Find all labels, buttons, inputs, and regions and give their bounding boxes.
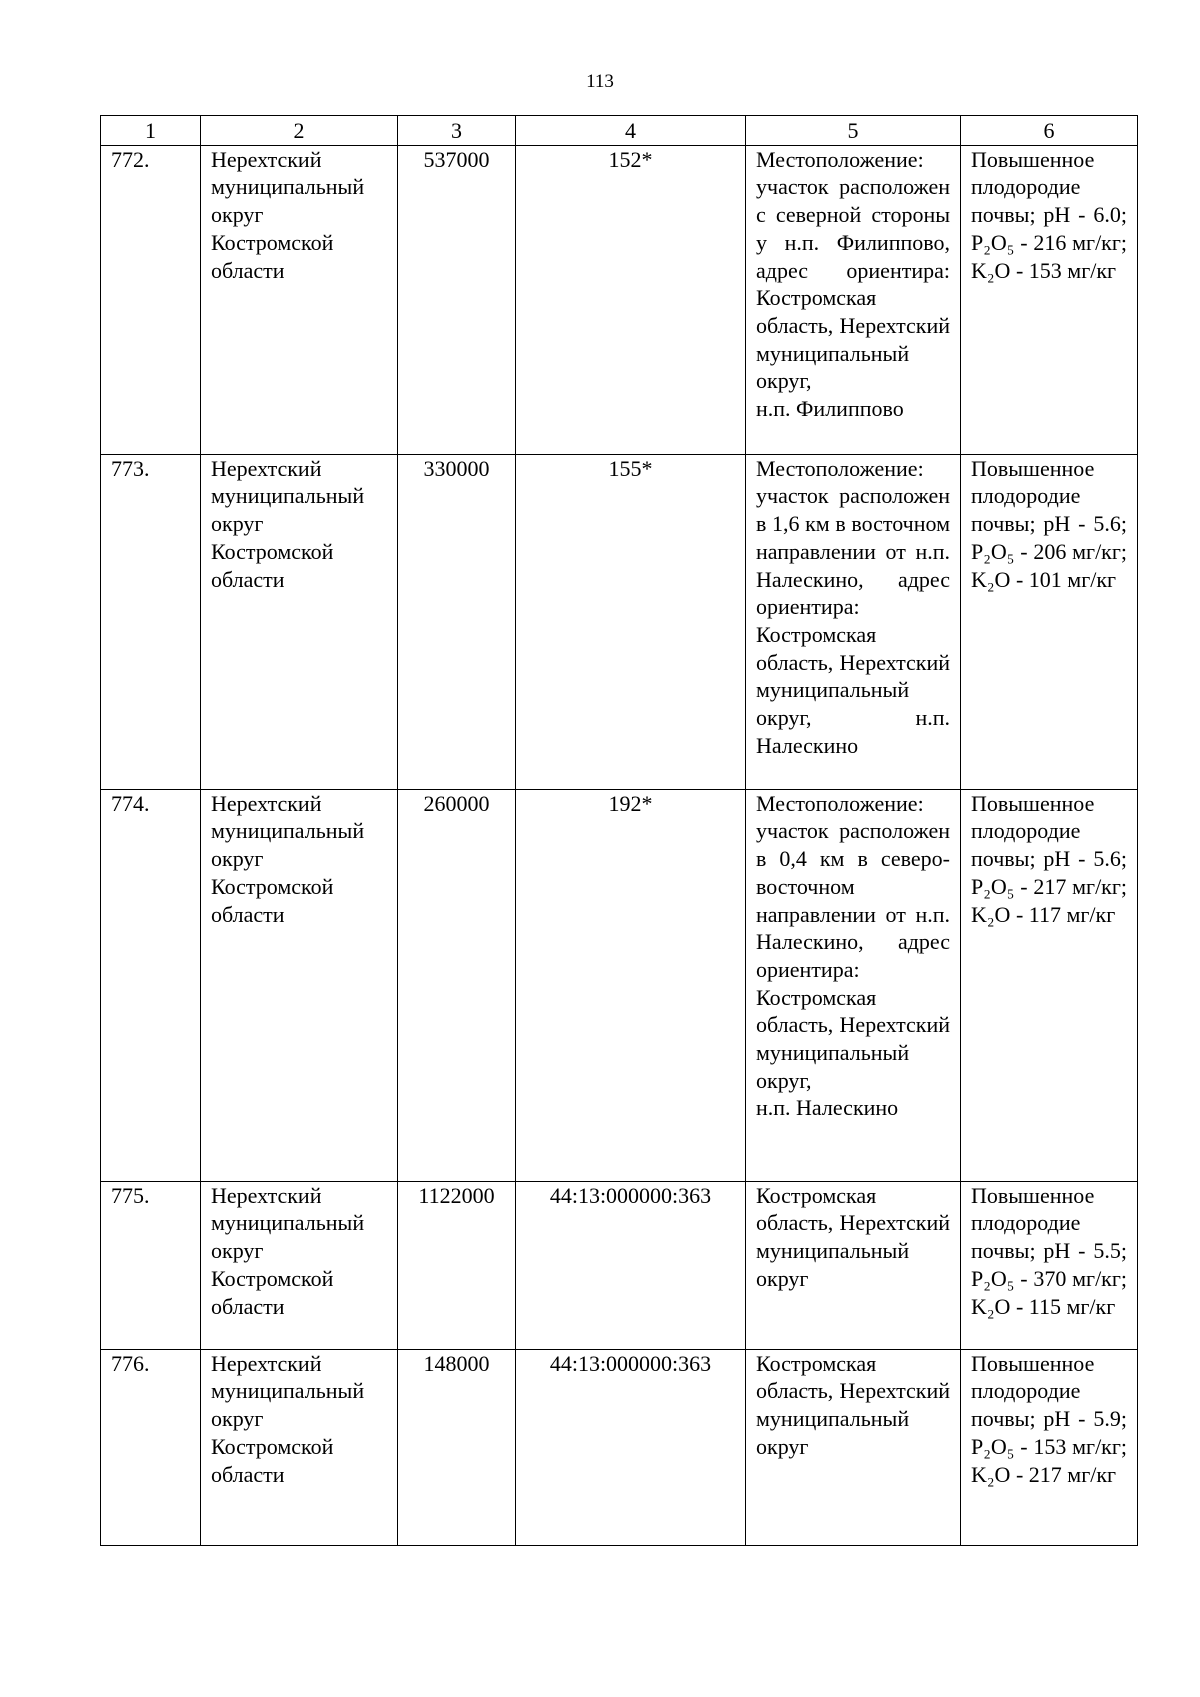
municipality-cell: Нерехтский муниципальный округ Костромской области [201, 145, 398, 454]
column-header-6: 6 [961, 116, 1138, 146]
area-cell: 148000 [398, 1349, 516, 1545]
municipality-cell: Нерехтский муниципальный округ Костромской области [201, 454, 398, 789]
table-row [101, 1181, 1138, 1349]
cadastral-number-cell: 44:13:000000:363 [516, 1181, 746, 1349]
soil-fertility-cell: Повышенное плодородие почвы; pH - 5.6; P₂O₅ - 217 мг/кг; K₂O - 117 мг/кг [961, 789, 1138, 1181]
soil-fertility-cell: Повышенное плодородие почвы; pH - 6.0; P₂O₅ - 216 мг/кг; K₂O - 153 мг/кг [961, 145, 1138, 454]
soil-fertility-cell: Повышенное плодородие почвы; pH - 5.5; P₂O₅ - 370 мг/кг; K₂O - 115 мг/кг [961, 1181, 1138, 1349]
row-number-cell: 774. [101, 789, 201, 1181]
area-cell: 1122000 [398, 1181, 516, 1349]
table-row [101, 1349, 1138, 1545]
column-header-5: 5 [746, 116, 961, 146]
location-cell: Местоположение: участок расположен в 0,4 км в северо-восточном направлении от н.п. Налескино, адрес ориентира: Костромская область, Нерехтский муниципальный округ, н.п. Налескино [746, 789, 961, 1181]
location-cell: Костромская область, Нерехтский муниципальный округ [746, 1349, 961, 1545]
cadastral-number-cell: 155* [516, 454, 746, 789]
municipality-cell: Нерехтский муниципальный округ Костромской области [201, 1181, 398, 1349]
table-row [101, 454, 1138, 789]
municipality-cell: Нерехтский муниципальный округ Костромской области [201, 1349, 398, 1545]
table-row [101, 789, 1138, 1181]
column-header-2: 2 [201, 116, 398, 146]
location-cell: Костромская область, Нерехтский муниципальный округ [746, 1181, 961, 1349]
cadastral-number-cell: 44:13:000000:363 [516, 1349, 746, 1545]
row-number-cell: 772. [101, 145, 201, 454]
soil-fertility-cell: Повышенное плодородие почвы; pH - 5.9; P₂O₅ - 153 мг/кг; K₂O - 217 мг/кг [961, 1349, 1138, 1545]
cadastral-number-cell: 152* [516, 145, 746, 454]
column-header-1: 1 [101, 116, 201, 146]
column-header-3: 3 [398, 116, 516, 146]
land-plots-table [100, 115, 1138, 1546]
page-number: 113 [586, 71, 614, 92]
column-header-4: 4 [516, 116, 746, 146]
row-number-cell: 773. [101, 454, 201, 789]
row-number-cell: 776. [101, 1349, 201, 1545]
row-number-cell: 775. [101, 1181, 201, 1349]
area-cell: 330000 [398, 454, 516, 789]
table-row [101, 145, 1138, 454]
cadastral-number-cell: 192* [516, 789, 746, 1181]
table-header-row [101, 116, 1138, 146]
soil-fertility-cell: Повышенное плодородие почвы; pH - 5.6; P₂O₅ - 206 мг/кг; K₂O - 101 мг/кг [961, 454, 1138, 789]
location-cell: Местоположение: участок расположен с северной стороны у н.п. Филиппово, адрес ориентира: Костромская область, Нерехтский муниципальный округ, н.п. Филиппово [746, 145, 961, 454]
area-cell: 260000 [398, 789, 516, 1181]
municipality-cell: Нерехтский муниципальный округ Костромской области [201, 789, 398, 1181]
area-cell: 537000 [398, 145, 516, 454]
location-cell: Местоположение: участок расположен в 1,6 км в восточном направлении от н.п. Налескино, адрес ориентира: Костромская область, Нерехтский муниципальный округ, н.п. Налескино [746, 454, 961, 789]
